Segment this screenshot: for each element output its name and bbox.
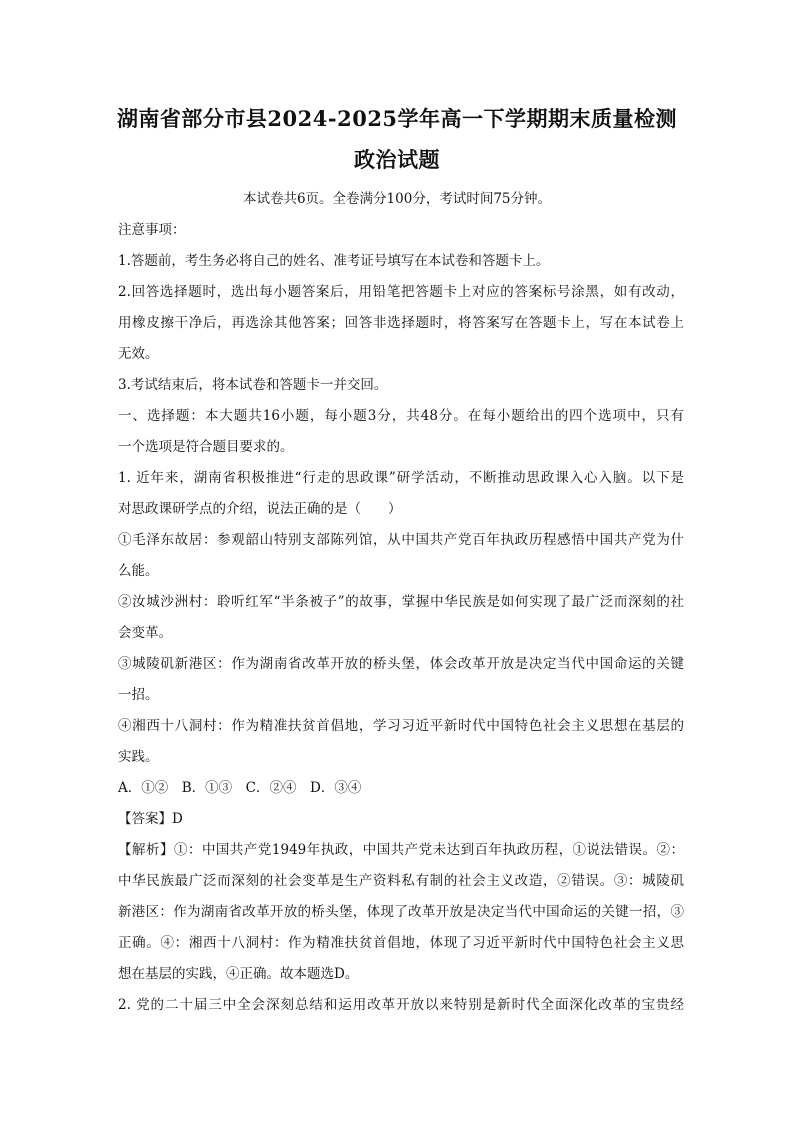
- question-1-stem-line-2: 对思政课研学点的介绍，说法正确的是（ ）: [118, 501, 402, 517]
- question-1-analysis-line-4: 正确。④：湘西十八洞村：作为精准扶贫首倡地，体现了习近平新时代中国特色社会主义思: [118, 935, 684, 951]
- question-1-option-4-line-1: ④湘西十八洞村：作为精准扶贫首倡地，学习习近平新时代中国特色社会主义思想在基层的: [118, 718, 684, 734]
- note-item-1: 1.答题前，考生务必将自己的姓名、准考证号填写在本试卷和答题卡上。: [118, 253, 550, 269]
- question-1-option-3-line-2: 一招。: [118, 687, 159, 703]
- question-1-analysis-line-1: 【解析】①：中国共产党1949年执政，中国共产党未达到百年执政历程，①说法错误。②：: [118, 842, 684, 858]
- section-heading-line-1: 一、选择题：本大题共16小题，每小题3分，共48分。在每小题给出的四个选项中，只有: [118, 408, 684, 424]
- note-item-3: 3.考试结束后，将本试卷和答题卡一并交回。: [118, 377, 388, 393]
- question-1-option-3-line-1: ③城陵矶新港区：作为湖南省改革开放的桥头堡，体会改革开放是决定当代中国命运的关键: [118, 656, 684, 672]
- question-2-stem-line-1: 2. 党的二十届三中全会深刻总结和运用改革开放以来特别是新时代全面深化改革的宝贵经: [118, 997, 684, 1013]
- notes-heading: 注意事项：: [118, 222, 186, 238]
- question-1-answer: 【答案】D: [118, 811, 183, 827]
- exam-title: 湖南省部分市县2024-2025学年高一下学期期末质量检测: [116, 106, 678, 131]
- question-1-choices: A．①② B．①③ C．②④ D．③④: [118, 780, 362, 796]
- exam-body: [118, 215, 684, 1021]
- question-1-option-1-line-2: 么能。: [118, 563, 159, 579]
- note-item-2-line-2: 用橡皮擦干净后，再选涂其他答案；回答非选择题时，将答案写在答题卡上，写在本试卷上: [118, 315, 684, 331]
- exam-intro: 本试卷共6页。全卷满分100分，考试时间75分钟。: [242, 191, 552, 207]
- section-heading-line-2: 一个选项是符合题目要求的。: [118, 439, 294, 455]
- note-item-2-line-3: 无效。: [118, 346, 159, 362]
- note-item-2-line-1: 2.回答选择题时，选出每小题答案后，用铅笔把答题卡上对应的答案标号涂黑，如有改动，: [118, 284, 684, 300]
- question-1-option-4-line-2: 实践。: [118, 749, 159, 765]
- question-1-option-2-line-1: ②汝城沙洲村：聆听红军“半条被子”的故事，掌握中华民族是如何实现了最广泛而深刻的社: [118, 594, 684, 610]
- question-1-analysis-line-2: 中华民族最广泛而深刻的社会变革是生产资料私有制的社会主义改造，②错误。③：城陵矶: [118, 873, 684, 889]
- question-1-option-1-line-1: ①毛泽东故居：参观韶山特别支部陈列馆，从中国共产党百年执政历程感悟中国共产党为什: [118, 532, 684, 548]
- question-1-analysis-line-5: 想在基层的实践，④正确。故本题选D。: [118, 966, 359, 982]
- question-1-stem-line-1: 1. 近年来，湖南省积极推进“行走的思政课”研学活动，不断推动思政课入心入脑。以下是: [118, 470, 684, 486]
- exam-subtitle: 政治试题: [354, 147, 440, 172]
- question-1-option-2-line-2: 会变革。: [118, 625, 172, 641]
- question-1-analysis-line-3: 新港区：作为湖南省改革开放的桥头堡，体现了改革开放是决定当代中国命运的关键一招，③: [118, 904, 684, 920]
